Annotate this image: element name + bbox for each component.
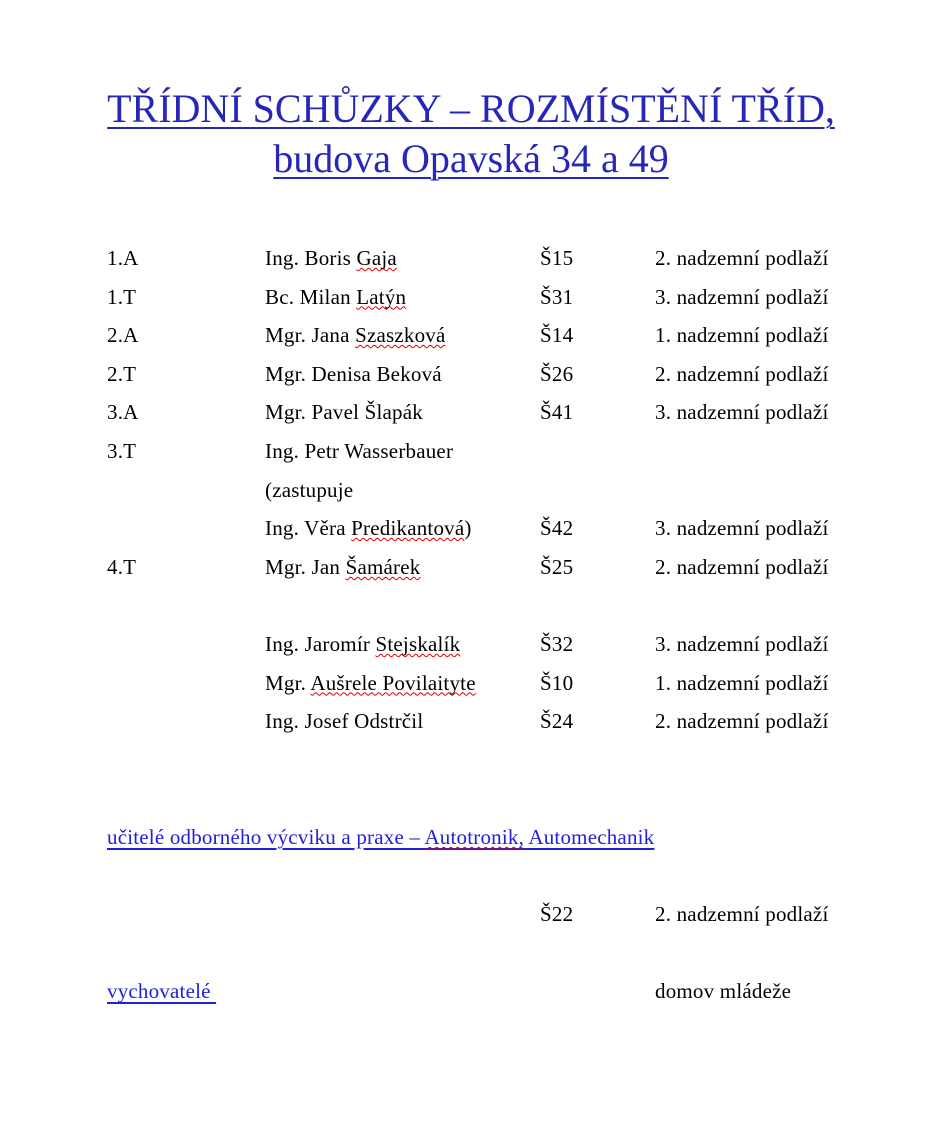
- page-title: [0, 84, 942, 184]
- teacher-cell: [265, 284, 406, 311]
- section-link-ucitele-odborneho-vycviku[interactable]: [107, 824, 654, 851]
- misspelled-word: Gaja: [356, 246, 397, 270]
- teacher-cell: [265, 399, 423, 426]
- text-segment: Ing. Petr Wasserbauer: [265, 438, 454, 463]
- text-segment: Bc. Milan: [265, 284, 357, 309]
- table-row: [0, 284, 942, 323]
- floor-cell: 2. nadzemní podlaží: [655, 246, 829, 270]
- table-row: [0, 245, 942, 284]
- room-cell: Š14: [540, 323, 574, 348]
- misspelled-word: Szaszková: [355, 323, 446, 348]
- misspelled-word: Autotronik,: [424, 824, 525, 849]
- floor-cell: 2. nadzemní podlaží: [655, 709, 829, 734]
- floor-cell: domov mládeže: [655, 979, 792, 1004]
- teacher-cell: [265, 245, 397, 272]
- table-row: [0, 824, 942, 863]
- floor-cell: 3. nadzemní podlaží: [655, 284, 829, 309]
- room-cell: Š31: [540, 284, 574, 309]
- floor-cell: 2. nadzemní podlaží: [655, 554, 829, 579]
- text-segment: Ing. Boris: [265, 246, 357, 270]
- floor-cell: 3. nadzemní podlaží: [655, 516, 829, 541]
- room-cell: Š15: [540, 246, 574, 270]
- table-row: [0, 901, 942, 940]
- misspelled-word: Stejskalík: [375, 631, 461, 656]
- room-assignment-table: [0, 245, 942, 1017]
- blank-line: [0, 592, 942, 631]
- floor-cell: 3. nadzemní podlaží: [655, 400, 829, 425]
- teacher-cell: [265, 631, 460, 658]
- teacher-cell: [265, 438, 453, 465]
- class-cell: 1.A: [107, 246, 139, 270]
- table-row: [0, 322, 942, 361]
- page-title-line1: TŘÍDNÍ SCHŮZKY – ROZMÍSTĚNÍ TŘÍD,: [107, 86, 835, 131]
- text-segment: Automechanik: [524, 824, 655, 849]
- text-segment: Mgr. Pavel Šlapák: [265, 400, 423, 425]
- text-segment: Mgr. Denisa Beková: [265, 361, 442, 386]
- room-cell: Š25: [540, 554, 574, 579]
- blank-line: [0, 747, 942, 786]
- floor-cell: 3. nadzemní podlaží: [655, 631, 829, 656]
- room-cell: Š42: [540, 516, 574, 541]
- floor-cell: 2. nadzemní podlaží: [655, 902, 829, 927]
- room-cell: Š26: [540, 361, 574, 386]
- table-row: [0, 708, 942, 747]
- text-segment: vychovatelé: [107, 979, 217, 1004]
- teacher-cell: [265, 322, 446, 349]
- page-title-line2: budova Opavská 34 a 49: [273, 136, 669, 181]
- table-row: [0, 554, 942, 593]
- text-segment: Ing. Jaromír: [265, 631, 376, 656]
- floor-cell: 1. nadzemní podlaží: [655, 323, 829, 348]
- table-row: [0, 978, 942, 1017]
- class-cell: 1.T: [107, 284, 137, 309]
- misspelled-word: Aušrele Povilaityte: [310, 670, 476, 695]
- class-cell: 3.T: [107, 438, 137, 463]
- text-segment: Ing. Josef Odstrčil: [265, 709, 424, 734]
- table-row: [0, 515, 942, 554]
- teacher-cell: [265, 361, 442, 388]
- class-cell: 4.T: [107, 554, 137, 579]
- blank-line: [0, 863, 942, 902]
- room-cell: Š24: [540, 709, 574, 734]
- table-row: [0, 438, 942, 477]
- room-cell: Š32: [540, 631, 574, 656]
- misspelled-word: Predikantová: [351, 516, 465, 541]
- table-row: [0, 631, 942, 670]
- teacher-cell: [265, 670, 476, 697]
- class-cell: 3.A: [107, 400, 139, 425]
- room-cell: Š22: [540, 902, 574, 927]
- teacher-cell: [265, 554, 420, 581]
- table-row: [0, 670, 942, 709]
- misspelled-word: Latýn: [356, 284, 407, 309]
- room-cell: Š10: [540, 670, 574, 695]
- table-row: [0, 477, 942, 516]
- floor-cell: 2. nadzemní podlaží: [655, 361, 829, 386]
- table-row: [0, 361, 942, 400]
- room-cell: Š41: [540, 400, 574, 425]
- blank-line: [0, 785, 942, 824]
- text-segment: Mgr. Jan: [265, 554, 346, 579]
- text-segment: učitelé odborného výcviku a praxe –: [107, 824, 425, 849]
- teacher-cell: [265, 708, 423, 735]
- text-segment: (zastupuje: [265, 477, 354, 502]
- text-segment: Mgr. Jana: [265, 323, 356, 348]
- text-segment: Ing. Věra: [265, 516, 352, 541]
- text-segment: Mgr.: [265, 670, 311, 695]
- text-segment: ): [464, 516, 472, 541]
- teacher-cell: [265, 477, 353, 504]
- class-cell: 2.T: [107, 361, 137, 386]
- misspelled-word: Šamárek: [345, 554, 421, 579]
- table-row: [0, 399, 942, 438]
- floor-cell: 1. nadzemní podlaží: [655, 670, 829, 695]
- teacher-cell: [265, 515, 472, 542]
- section-link-vychovatele[interactable]: [107, 978, 216, 1005]
- blank-line: [0, 940, 942, 979]
- class-cell: 2.A: [107, 323, 139, 348]
